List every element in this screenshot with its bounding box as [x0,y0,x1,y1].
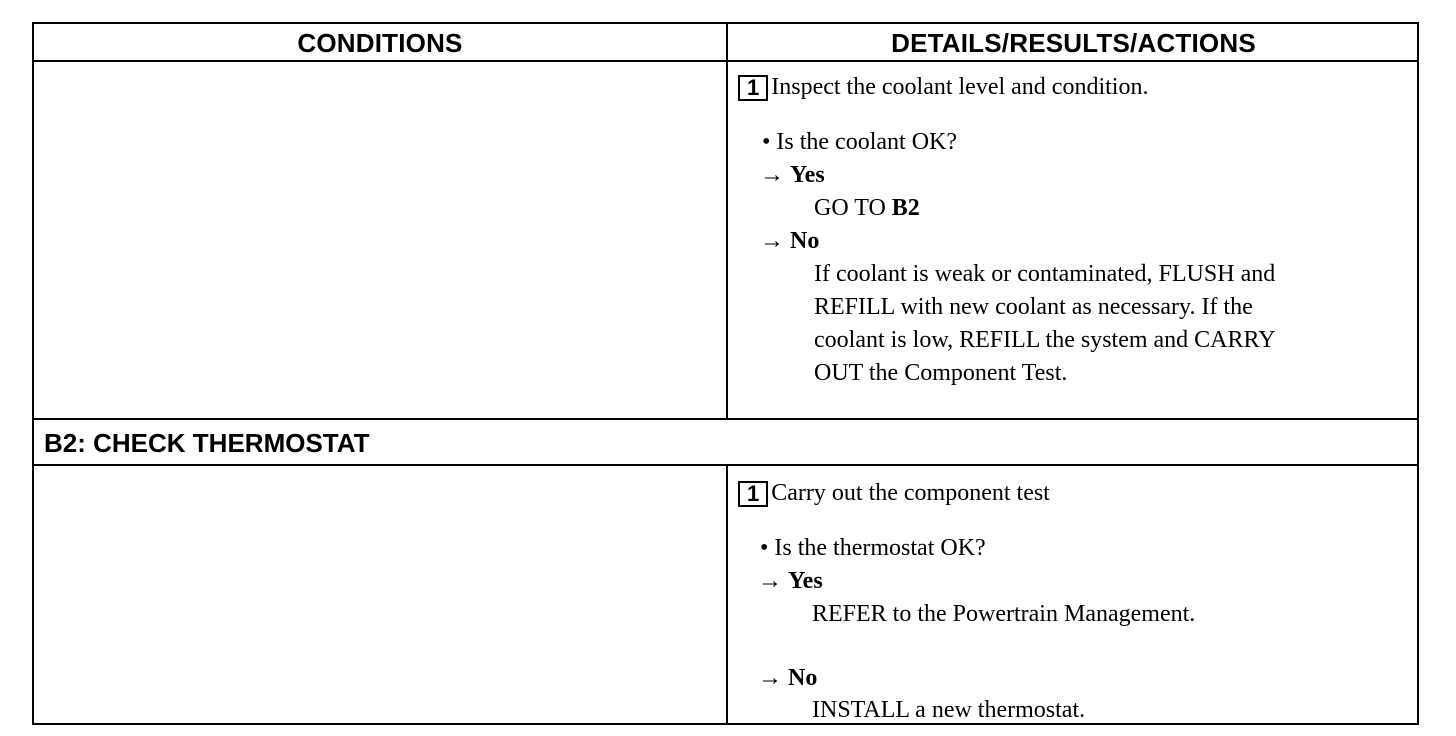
b1-yes-label: Yes [790,162,825,188]
b1-no-branch [760,225,819,258]
diagnostic-table [32,22,1419,725]
b2-section-title: B2: CHECK THERMOSTAT [44,427,370,458]
b2-yes-label: Yes [788,568,823,594]
b1-no-arrow-icon: → [760,228,784,254]
b1-yes-action [814,192,920,225]
b2-question: • Is the thermostat OK? [760,535,986,561]
b2-no-arrow-icon: → [758,665,782,691]
b1-yes-branch [760,159,825,192]
b1-step-text: Inspect the coolant level and condition. [771,74,1149,100]
b1-no-action-line-2: REFILL with new coolant as necessary. If the [814,294,1253,320]
b1-step-number: 1 [738,75,768,101]
b1-no-action-line-3: coolant is low, REFILL the system and CARRY [814,327,1276,353]
b2-no-branch [758,662,817,695]
b2-yes-arrow-icon: → [758,568,782,594]
b2-step-number: 1 [738,481,768,507]
b2-no-action: INSTALL a new thermostat. [812,697,1086,723]
b1-question: • Is the coolant OK? [762,129,958,155]
b2-no-label: No [788,665,818,691]
b1-no-action-line-1: If coolant is weak or contaminated, FLUSH and [814,261,1276,287]
b1-yes-action-target: B2 [891,195,920,221]
details-header: DETAILS/RESULTS/ACTIONS [891,27,1256,58]
b1-no-label: No [790,228,820,254]
b1-yes-action-prefix: GO TO [814,195,892,221]
column-divider-upper [726,24,728,420]
column-divider-lower [726,464,728,725]
b2-yes-action: REFER to the Powertrain Management. [812,601,1196,627]
b1-no-action-line-4: OUT the Component Test. [814,360,1068,386]
b1-step [738,74,1148,101]
conditions-header: CONDITIONS [297,27,463,58]
b1-yes-arrow-icon: → [760,162,784,188]
b2-step [738,480,1050,507]
b2-yes-branch [758,565,823,598]
b2-step-text: Carry out the component test [771,480,1050,506]
